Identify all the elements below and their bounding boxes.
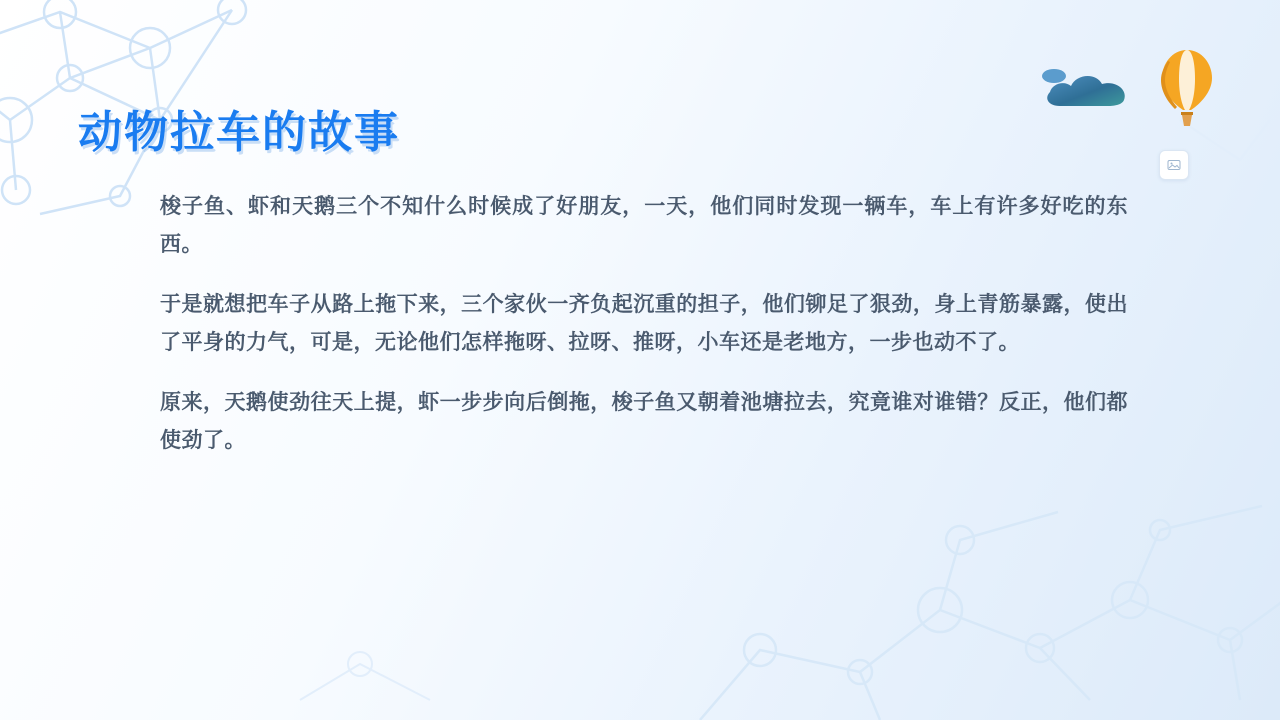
image-placeholder-icon[interactable] [1159,150,1189,180]
paragraph-3: 原来，天鹅使劲往天上提，虾一步步向后倒拖，梭子鱼又朝着池塘拉去，究竟谁对谁错？反正，他们都使劲了。 [160,391,1128,452]
hot-air-balloon-icon [1158,48,1216,134]
paragraph-1: 梭子鱼、虾和天鹅三个不知什么时候成了好朋友，一天，他们同时发现一辆车，车上有许多好吃的东西。 [160,195,1128,256]
body-text-block [160,188,1128,460]
page-title: 动物拉车的故事 [78,108,400,157]
image-glyph [1167,158,1181,172]
cloud-icon [1040,62,1132,110]
paragraph-2: 于是就想把车子从路上拖下来，三个家伙一齐负起沉重的担子，他们铆足了狠劲，身上青筋暴露，使出了平身的力气，可是，无论他们怎样拖呀、拉呀、推呀，小车还是老地方，一步也动不了。 [160,293,1128,354]
